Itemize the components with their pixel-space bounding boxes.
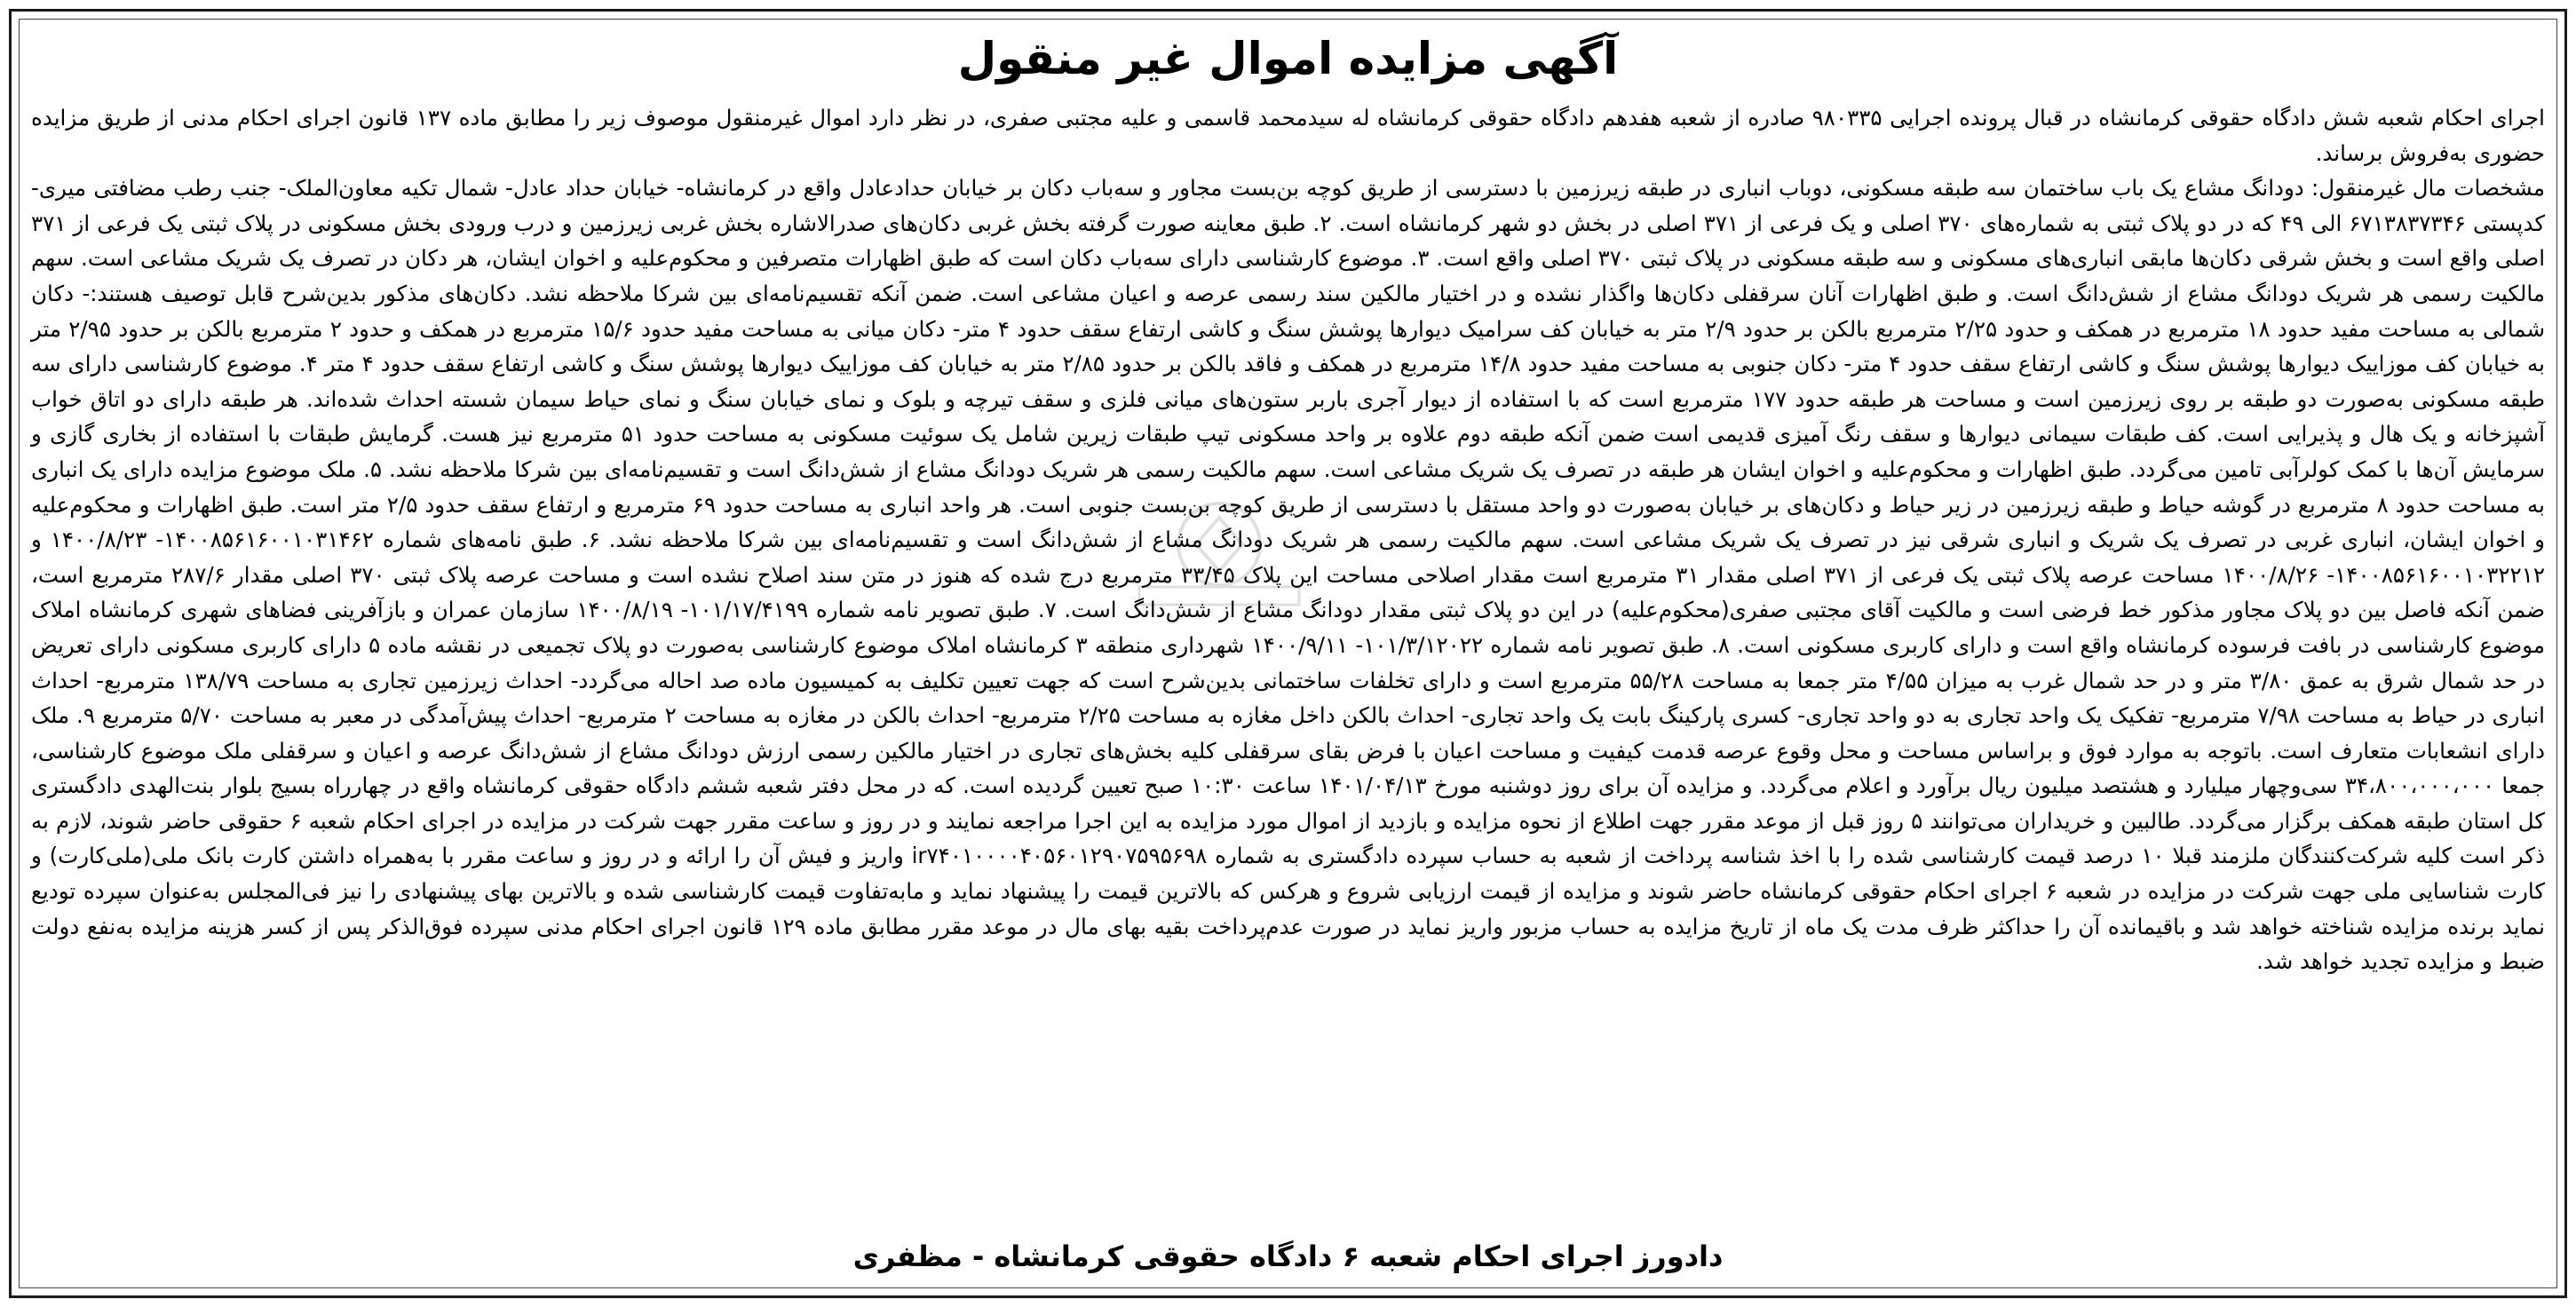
notice-intro-paragraph: اجرای احکام شعبه شش دادگاه حقوقی کرمانشاه در قبال پرونده اجرایی ۹۸۰۳۳۵ صادره از شعبه هفدهم دادگاه حقوقی کرمانشاه له سیدمحمد قاسمی و علیه مجتبی صفری، در نظر دارد اموال غیرمنقول موصوف زیر را مطابق ماده ۱۳۷ قانون اجرای احکام مدنی از طریق مزایده حضوری به‌فروش برساند. xyxy=(31,105,2545,166)
notice-details-paragraph: مشخصات مال غیرمنقول: دودانگ مشاع یک باب ساختمان سه طبقه مسکونی، دوباب انباری در طبقه زیرزمین با دسترسی از طریق کوچه بن‌بست مجاور و سه‌باب دکان بر خیابان حدادعادل واقع در کرمانشاه- خیابان حداد عادل- شمال تکیه معاون‌الملک- جنب رطب مضافتی میری- کدپستی ۶۷۱۳۸۳۷۳۴۶ الی ۴۹ که در دو پلاک ثبتی به شماره‌های ۳۷۰ اصلی و یک فرعی از ۳۷۱ اصلی در بخش دو شهر کرمانشاه است. ۲. طبق معاینه صورت گرفته بخش غربی دکان‌های صدرالاشاره بخش غربی زیرزمین و درب ورودی بخش مسکونی در پلاک ثبتی یک فرعی از ۳۷۱ اصلی واقع است و بخش شرقی دکان‌ها مابقی انباری‌های مسکونی و سه طبقه مسکونی در پلاک ثبتی ۳۷۰ اصلی واقع است. ۳. موضوع کارشناسی دارای سه‌باب دکان است که طبق اظهارات متصرفین و محکوم‌علیه و اخوان ایشان، هر دکان در تصرف یک شریک مشاعی است. سهم مالکیت رسمی هر شریک دودانگ مشاع از شش‌دانگ است. و طبق اظهارات آنان سرقفلی دکان‌ها واگذار نشده و در اختیار مالکین سند رسمی عرصه و اعیان مشاعی است. ضمن آنکه تقسیم‌نامه‌ای بین شرکا ملاحظه نشد. دکان‌های مذکور بدین‌شرح قابل توصیف هستند:- دکان شمالی به مساحت مفید حدود ۱۸ مترمربع در همکف و حدود ۲/۲۵ مترمربع بالکن بر حدود ۲/۹ متر به خیابان کف سرامیک دیوارها پوشش سنگ و کاشی ارتفاع سقف حدود ۴ متر- دکان میانی به مساحت مفید حدود ۱۵/۶ مترمربع در همکف و حدود ۲ مترمربع بالکن بر حدود ۲/۹۵ متر به خیابان کف موزاییک دیوارها پوشش سنگ و کاشی ارتفاع سقف حدود ۴ متر- دکان جنوبی به مساحت مفید حدود ۱۴/۸ مترمربع در همکف و فاقد بالکن بر حدود ۲/۸۵ متر به خیابان کف موزاییک دیوارها پوشش سنگ و کاشی ارتفاع سقف حدود ۴ متر ۴. موضوع کارشناسی دارای سه طبقه مسکونی به‌صورت دو طبقه بر روی زیرزمین است و مساحت هر طبقه حدود ۱۷۷ مترمربع است که با استفاده از دیوار آجری باربر ستون‌های میانی فلزی و سقف تیرچه و بلوک و نمای خیابان سنگ و نمای حیاط سیمان شسته احداث شده‌اند. هر طبقه دارای دو اتاق خواب آشپزخانه و یک هال و پذیرایی است. کف طبقات سیمانی دیوارها و سقف رنگ آمیزی قدیمی است ضمن آنکه طبقه دوم علاوه بر واحد مسکونی تیپ طبقات زیرین شامل یک سوئیت مسکونی به مساحت حدود ۵۱ مترمربع نیز هست. گرمایش طبقات با استفاده از بخاری گازی و سرمایش آن‌ها با کمک کولرآبی تامین می‌گردد. طبق اظهارات و محکوم‌علیه و اخوان ایشان هر طبقه در تصرف یک شریک مشاعی است. سهم مالکیت رسمی هر شریک دودانگ مشاع از شش‌دانگ است و تقسیم‌نامه‌ای بین شرکا ملاحظه نشد. ۵. ملک موضوع مزایده دارای یک انباری به مساحت حدود ۸ مترمربع در گوشه حیاط و طبقه زیرزمین در زیر حیاط و دکان‌های بر خیابان به‌صورت دو واحد مستقل با دسترسی از طریق کوچه بن‌بست جنوبی است. هر واحد انباری به مساحت حدود ۶۹ مترمربع و ارتفاع سقف حدود ۲/۵ متر است. طبق اظهارات و محکوم‌علیه و اخوان ایشان، انباری غربی در تصرف یک شریک و انباری شرقی نیز در تصرف یک شریک مشاعی است. سهم مالکیت رسمی هر شریک دودانگ مشاع از شش‌دانگ است و تقسیم‌نامه‌ای بین شرکا ملاحظه نشد. ۶. طبق نامه‌های شماره ۱۴۰۰۸۵۶۱۶۰۰۱۰۳۱۴۶۲- ۱۴۰۰/۸/۲۳ و ۱۴۰۰۸۵۶۱۶۰۰۱۰۳۲۲۱۲- ۱۴۰۰/۸/۲۶ مساحت عرصه پلاک ثبتی یک فرعی از ۳۷۱ اصلی مقدار ۳۱ مترمربع است مقدار اصلاحی مساحت این پلاک ۳۳/۴۵ مترمربع درج شده که هنوز در متن سند اصلاح نشده است و مساحت عرصه پلاک ثبتی ۳۷۰ اصلی مقدار ۲۸۷/۶ مترمربع است، ضمن آنکه فاصل بین دو پلاک مجاور مذکور خط فرضی است و مالکیت آقای مجتبی صفری(محکوم‌علیه) در این دو پلاک ثبتی مقدار دودانگ مشاع از شش‌دانگ است. ۷. طبق تصویر نامه شماره ۱۰۱/۱۷/۴۱۹۹- ۱۴۰۰/۸/۱۹ سازمان عمران و بازآفرینی فضاهای شهری کرمانشاه املاک موضوع کارشناسی در بافت فرسوده کرمانشاه واقع است و دارای کاربری مسکونی است. ۸. طبق تصویر نامه شماره ۱۰۱/۳/۱۲۰۲۲- ۱۴۰۰/۹/۱۱ شهرداری منطقه ۳ کرمانشاه املاک موضوع کارشناسی به‌صورت دو پلاک تجمیعی در نقشه ماده ۵ دارای کاربری مسکونی دارای تعریض در حد شمال شرق به عمق ۳/۸۰ متر و در حد شمال غرب به میزان ۴/۵۵ متر جمعا به مساحت ۵۵/۲۸ مترمربع است و دارای تخلفات ساختمانی بدین‌شرح است که جهت تعیین تکلیف به کمیسیون ماده صد احاله می‌گردد- احداث زیرزمین تجاری به مساحت ۱۳۸/۷۹ مترمربع- احداث انباری در حیاط به مساحت ۷/۹۸ مترمربع- تفکیک یک واحد تجاری به دو واحد تجاری- کسری پارکینگ بابت یک واحد تجاری- احداث بالکن داخل مغازه به مساحت ۲/۲۵ مترمربع- احداث بالکن در مغازه به مساحت ۲ مترمربع- احداث پیش‌آمدگی در معبر به مساحت ۵/۷۰ مترمربع ۹. ملک دارای انشعابات متعارف است. باتوجه به موارد فوق و براساس مساحت و محل وقوع عرصه قدمت کیفیت و مساحت اعیان با فرض بقای سرقفلی کلیه بخش‌های تجاری در اختیار مالکین رسمی ارزش دودانگ مشاع از شش‌دانگ عرصه و اعیان و سرقفلی ملک موضوع کارشناسی، جمعا ۳۴،۸۰۰،۰۰۰،۰۰۰ سی‌وچهار میلیارد و هشتصد میلیون ریال برآورد و اعلام می‌گردد. و مزایده آن برای روز دوشنبه مورخ ۱۴۰۱/۰۴/۱۳ ساعت ۱۰:۳۰ صبح تعیین گردیده است. که در محل دفتر شعبه ششم دادگاه حقوقی کرمانشاه واقع در چهارراه بسیج بلوار بنت‌الهدی دادگستری کل استان طبقه همکف برگزار می‌گردد. طالبین و خریداران می‌توانند ۵ روز قبل از موعد مقرر جهت اطلاع از نحوه مزایده و بازدید از اموال مورد مزایده به این اجرا مراجعه نمایند و در روز و ساعت مقرر جهت شرکت در مزایده در اجرای احکام شعبه ۶ حقوقی حاضر شوند، لازم به ذکر است کلیه شرکت‌کنندگان ملزمند قبلا ۱۰ درصد قیمت کارشناسی شده را با اخذ شناسه پرداخت از شعبه به حساب سپرده دادگستری به شماره ir۷۴۰۱۰۰۰۰۴۰۵۶۰۱۲۹۰۷۵۹۵۶۹۸ واریز و فیش آن را ارائه و در روز و ساعت مقرر با به‌همراه داشتن کارت بانک ملی(ملی‌کارت) و کارت شناسایی ملی جهت شرکت در مزایده در شعبه ۶ اجرای احکام حقوقی کرمانشاه حاضر شوند و مزایده از قیمت ارزیابی شروع و هرکس که بالاترین قیمت را پیشنهاد نماید و مابه‌تفاوت قیمت کارشناسی شده و بالاترین بهای پیشنهادی را نیز فی‌المجلس به‌عنوان سپرده تودیع نماید برنده مزایده شناخته خواهد شد و باقیمانده آن را حداکثر ظرف مدت یک ماه از تاریخ مزایده به حساب مزبور واریز نماید در صورت عدم‌پرداخت بقیه بهای مال در موعد مقرر مطابق ماده ۱۲۹ قانون اجرای احکام مدنی سپرده فوق‌الذکر پس از کسر هزینه مزایده به‌نفع دولت ضبط و مزایده تجدید خواهد شد. xyxy=(31,175,2546,975)
notice-signature: دادورز اجرای احکام شعبه ۶ دادگاه حقوقی کرمانشاه - مظفری xyxy=(852,1240,1724,1273)
notice-body xyxy=(31,100,2545,979)
notice-title: آگهی مزایده اموال غیر منقول xyxy=(957,33,1619,84)
notice-frame xyxy=(9,9,2567,1298)
